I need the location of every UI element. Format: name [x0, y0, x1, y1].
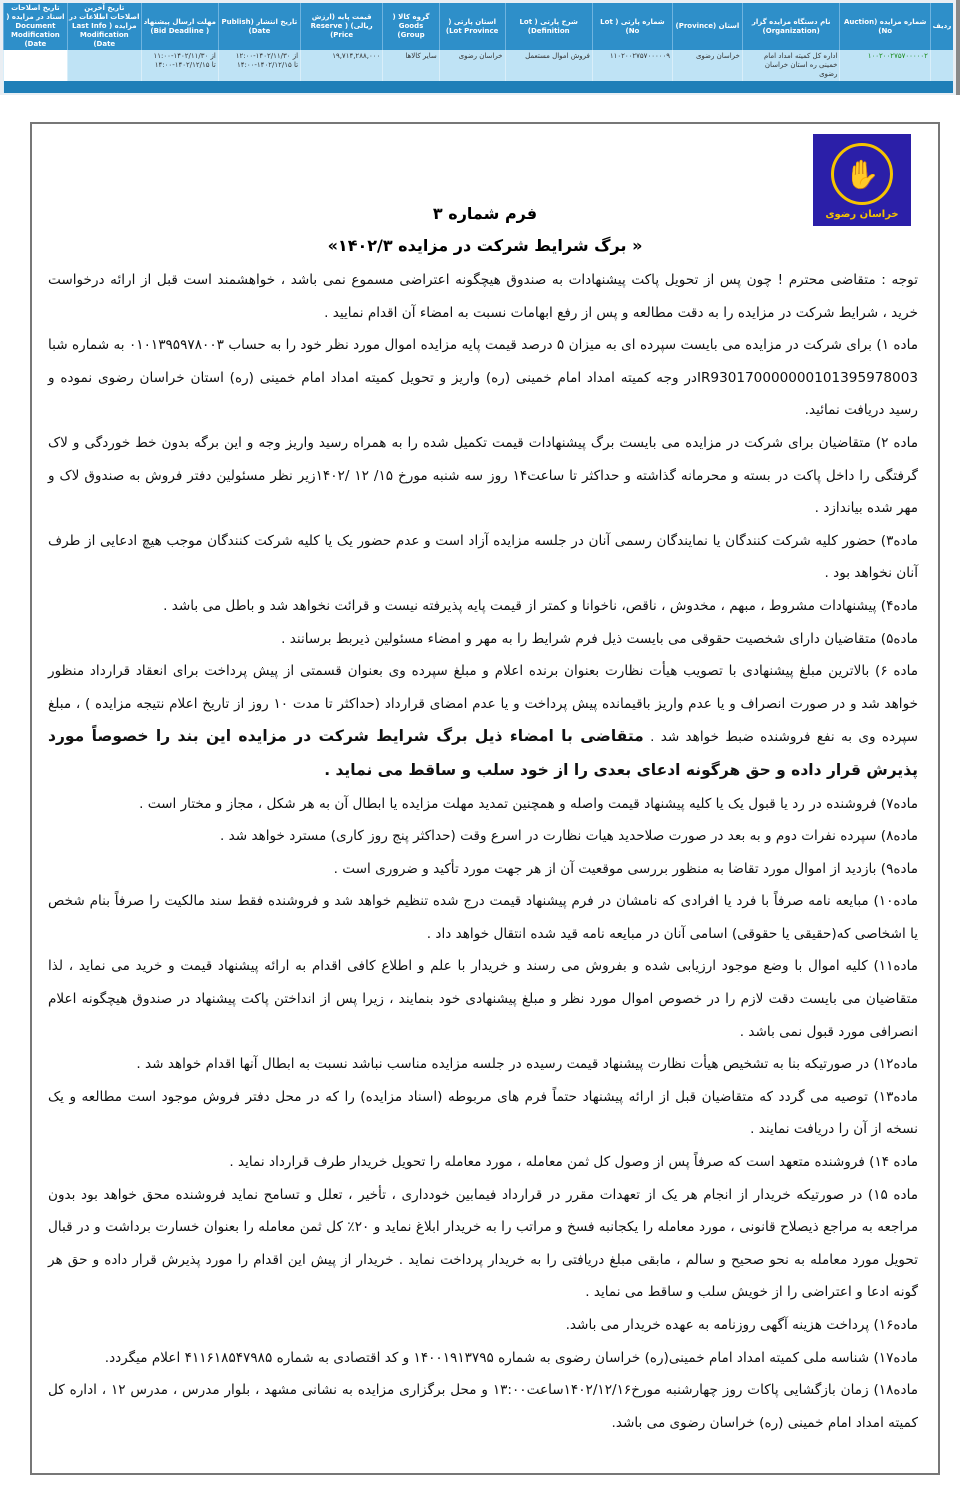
- col-header: شماره پارتی ( Lot No): [592, 3, 672, 50]
- clause-10: ماده۱۰) مبایعه نامه صرفاً با فرد یا افرادی که نامشان در فرم پیشنهاد قیمت درج شده تنظیم خواهد شد و فروشنده فقط سند مالکیت را صرفاً بنام شخص یا اشخاصی که(حقیقی یا حقوقی) اسامی آنان در مبایعه نامه قید شده انتقال خواهد داد .: [48, 893, 918, 942]
- logo-caption: خراسان رضوی: [825, 209, 899, 220]
- clause-9: ماده۹) بازدید از اموال مورد تقاضا به منظور بررسی موقعیت آن از هر جهت مورد تأکید و ضروری است .: [333, 860, 918, 877]
- clause-6: [48, 655, 918, 787]
- table-row[interactable]: [4, 50, 954, 81]
- cell: سایر کالاها: [383, 50, 440, 81]
- clause-3: ماده۳) حضور کلیه شرکت کنندگان یا نمایندگان رسمی آنان در جلسه مزایده آزاد است و عدم حضور یک یا کلیه شرکت کنندگان موجب هیچ ادعایی از طرف آنان نخواهد بود .: [48, 532, 918, 582]
- cell: ۱۹,۷۱۴,۲۸۸,۰۰۰: [301, 50, 383, 81]
- clause-8: ماده۸) سپرده نفرات دوم و به بعد در صورت صلاحدید هیات نظارت در اسرع وقت (حداکثر پنج روز کاری) مسترد خواهد شد .: [219, 828, 918, 845]
- clause-15: ماده ۱۵) در صورتیکه خریدار از انجام هر یک از تعهدات مقرر در قرارداد فیمابین خودداری ، تأخیر ، تعلل و تسامح نماید فروشنده محق خواهد بود بدون مراجعه به مراجع ذیصلاح قانونی ، مورد معامله را یکجانبه فسخ و مراتب را به خریدار ابلاغ نماید و ۲۰٪ کل ثمن معامله را بعنوان خسارت برداشت و در قبال تحویل مورد معامله به نحو صحیح و سالم ، مابقی مبلغ دریافتی را به خریدار پرداخت نماید . خریدار از پیش این اقدام را مورد پذیرش قرار داده و حق هر گونه ادعا و اعتراضی را از خویش سلب و ساقط می نماید .: [48, 1186, 918, 1301]
- cell: فروش اموال مستعمل: [505, 50, 592, 81]
- clause-7: ماده۷) فروشنده در رد یا قبول یک یا کلیه پیشنهاد قیمت واصله و همچنین تمدید مهلت مزایده یا ابطال آن به هر شکل ، مجاز و مختار است .: [139, 795, 918, 812]
- form-subtitle: « برگ شرایط شرکت در مزایده ۱۴۰۲/۳»: [327, 236, 643, 255]
- col-header: تاریخ انتشار (Publish Date): [218, 3, 300, 50]
- col-header: ردیف: [930, 3, 953, 50]
- clause-6-emphasis: متقاضی با امضاء ذیل برگ شرایط شرکت در مزایده این بند را خصوصاً مورد پذیرش قرار داده و حق هرگونه ادعای بعدی را از خود سلب و ساقط می نماید .: [48, 727, 918, 779]
- form-title: فرم شماره ۳: [432, 204, 538, 223]
- terms-body: [48, 264, 918, 1439]
- col-header: مهلت ارسال پیشنهاد ( Bid Deadline): [141, 3, 218, 50]
- clause-14: ماده ۱۴) فروشنده متعهد است که صرفاً پس از وصول کل ثمن معامله ، مورد معامله را تحویل خریدار طرف قرارداد نماید .: [229, 1154, 918, 1171]
- cell: از ۱۴۰۲/۱۱/۳۰-۱۲:۰۰ تا ۱۴۰۲/۱۲/۱۵-۱۴:۰۰: [218, 50, 300, 81]
- table-header-row: [4, 3, 954, 50]
- cell: [67, 50, 141, 81]
- cell: خراسان رضوی: [439, 50, 505, 81]
- clause-11: ماده۱۱) کلیه اموال با وضع موجود ارزیابی شده و بفروش می رسند و خریدار با علم و اطلاع کافی اقدام به ارائه پیشنهاد قیمت و خرید می نماید ، لذا متقاضیان می بایست دقت لازم را در خصوص اموال مورد نظر و مبلغ پیشنهادی خود بنمایند ، زیرا پس از انداختن پاکت پیشنهاد در صندوق هیچگونه اعلام انصرافی مورد قبول نمی باشد .: [48, 958, 918, 1040]
- col-header: تاریخ آخرین اصلاحات اطلاعات در مزایده ( Last Info Modification Date): [69, 4, 140, 48]
- clause-2: ماده ۲) متقاضیان برای شرکت در مزایده می بایست برگ پیشنهادات قیمت تکمیل شده را به همراه رسید واریز وجه و این برگه بدون خط خوردگی و لاک گرفتگی را داخل پاکت در بسته و محرمانه گذاشته و حداکثر تا ساعت۱۴ روز سه شنبه مورخ ۱۵/ ۱۲ /۱۴۰۲زیر نظر مسئولین دفتر فروش به صندوق لاک و مهر شده بیاندازد .: [48, 434, 919, 517]
- col-header: قیمت پایه (ارزش ریالی) ( Reserve Price): [301, 3, 383, 50]
- col-header: گروه کالا ( Goods Group): [383, 3, 440, 50]
- cell: خراسان رضوی: [673, 50, 743, 81]
- clause-5: ماده۵) متقاضیان دارای شخصیت حقوقی می بایست ذیل فرم شرایط را به مهر و امضاء مسئولین ذیربط برسانند .: [281, 630, 918, 647]
- cell: اداره کل کمیته امداد امام خمینی ره استان خراسان رضوی: [742, 50, 840, 81]
- col-header: استان پارتی ( Lot Province): [439, 3, 505, 50]
- col-header: شرح پارتی ( Lot Definition): [505, 3, 592, 50]
- table-footer-band: [4, 81, 954, 93]
- clause-17: ماده۱۷) شناسه ملی کمیته امداد امام خمینی(ره) خراسان رضوی به شماره ۱۴۰۰۱۹۱۳۷۹۵ و کد اقتصادی به شماره ۴۱۱۶۱۸۵۴۷۹۸۵ اعلام میگردد.: [104, 1349, 918, 1366]
- cell: [930, 50, 953, 81]
- auction-number-link[interactable]: ۱۰۰۲۰۰۲۷۵۷۰۰۰۰۰۲: [840, 50, 930, 81]
- col-header: نام دستگاه مزایده گزار (Organization): [742, 3, 840, 50]
- cell: از ۱۴۰۲/۱۱/۳۰-۱۱:۰۰ تا ۱۴۰۲/۱۲/۱۵-۱۴:۰۰: [141, 50, 218, 81]
- clause-13: ماده۱۳) توصیه می گردد که متقاضیان قبل از ارائه پیشنهاد حتماً فرم های مربوطه (اسناد مزایده) را که در محل دفتر فروش موجود است مطالعه و یک نسخه از آن را دریافت نمایند .: [48, 1088, 918, 1138]
- cell: ۱۱۰۲۰۰۲۷۵۷۰۰۰۰۰۹: [592, 50, 672, 81]
- notice-paragraph: توجه : متقاضی محترم ! چون پس از تحویل پاکت پیشنهادات به صندوق هیچگونه اعتراضی مسموع نمی باشد ، خواهشمند است قبل از ارائه درخواست خرید ، شرایط شرکت در مزایده را به دقت مطالعه و پس از رفع ابهامات نسبت به امضاء آن اقدام نمایید .: [48, 272, 918, 321]
- col-header: شماره مزایده (Auction No): [840, 3, 930, 50]
- clause-4: ماده۴) پیشنهادات مشروط ، مبهم ، مخدوش ، ناقص، ناخوانا و کمتر از قیمت پایه پذیرفته نیست و قرائت نخواهد شد و باطل می باشد .: [163, 597, 918, 614]
- clause-1: ماده ۱) برای شرکت در مزایده می بایست سپرده ای به میزان ۵ درصد قیمت پایه مزایده اموال مورد نظر خود را به حساب ۰۱۰۱۳۹۵۹۷۸۰۰۳ به شماره شبا IR930170000000101395978003در وجه کمیته امداد امام خمینی (ره) واریز و تحویل کمیته امداد امام خمینی (ره) استان خراسان رضوی نموده و رسید دریافت نمائید.: [48, 337, 919, 419]
- col-header: استان (Province): [673, 3, 743, 50]
- clause-12: ماده۱۲) در صورتیکه بنا به تشخیص هیأت نظارت پیشنهاد قیمت رسیده در جلسه مزایده مناسب نباشد نسبت به ابطال آنها اقدام خواهد شد .: [136, 1056, 918, 1073]
- emblem-icon: ✋: [831, 143, 893, 205]
- auction-table: [3, 3, 953, 93]
- cell: [4, 50, 68, 81]
- col-header: تاریخ اصلاحات اسناد در مزایده ( Document Modification Date): [4, 3, 68, 50]
- clause-16: ماده۱۶) پرداخت هزینه آگهی روزنامه به عهده خریدار می باشد.: [565, 1317, 918, 1333]
- form-document: [30, 122, 940, 1475]
- clause-18: ماده۱۸) زمان بازگشایی پاکات روز چهارشنبه مورخ۱۴۰۲/۱۲/۱۶ساعت۱۳:۰۰ و محل برگزاری مزایده به نشانی مشهد ، بلوار مدرس ، مدرس ۱۲ ، اداره کل کمیته امداد امام خمینی (ره) خراسان رضوی می باشد.: [48, 1382, 918, 1431]
- auction-listing-strip: [0, 0, 960, 95]
- clause-6-text: ماده ۶) بالاترین مبلغ پیشنهادی با تصویب هیأت نظارت بعنوان برنده اعلام و مبلغ سپرده وی بعنوان قسمتی از پیش پرداخت برای انعقاد قرارداد منظور خواهد شد و در صورت انصراف و یا عدم واریز باقیمانده پیش پرداخت و یا عدم امضای قرارداد (حداکثر تا مدت ۱۰ روز از تاریخ اعلام نتیجه مزایده ) ، مبلغ سپرده وی به نفع فروشنده ضبط خواهد شد .: [48, 663, 919, 746]
